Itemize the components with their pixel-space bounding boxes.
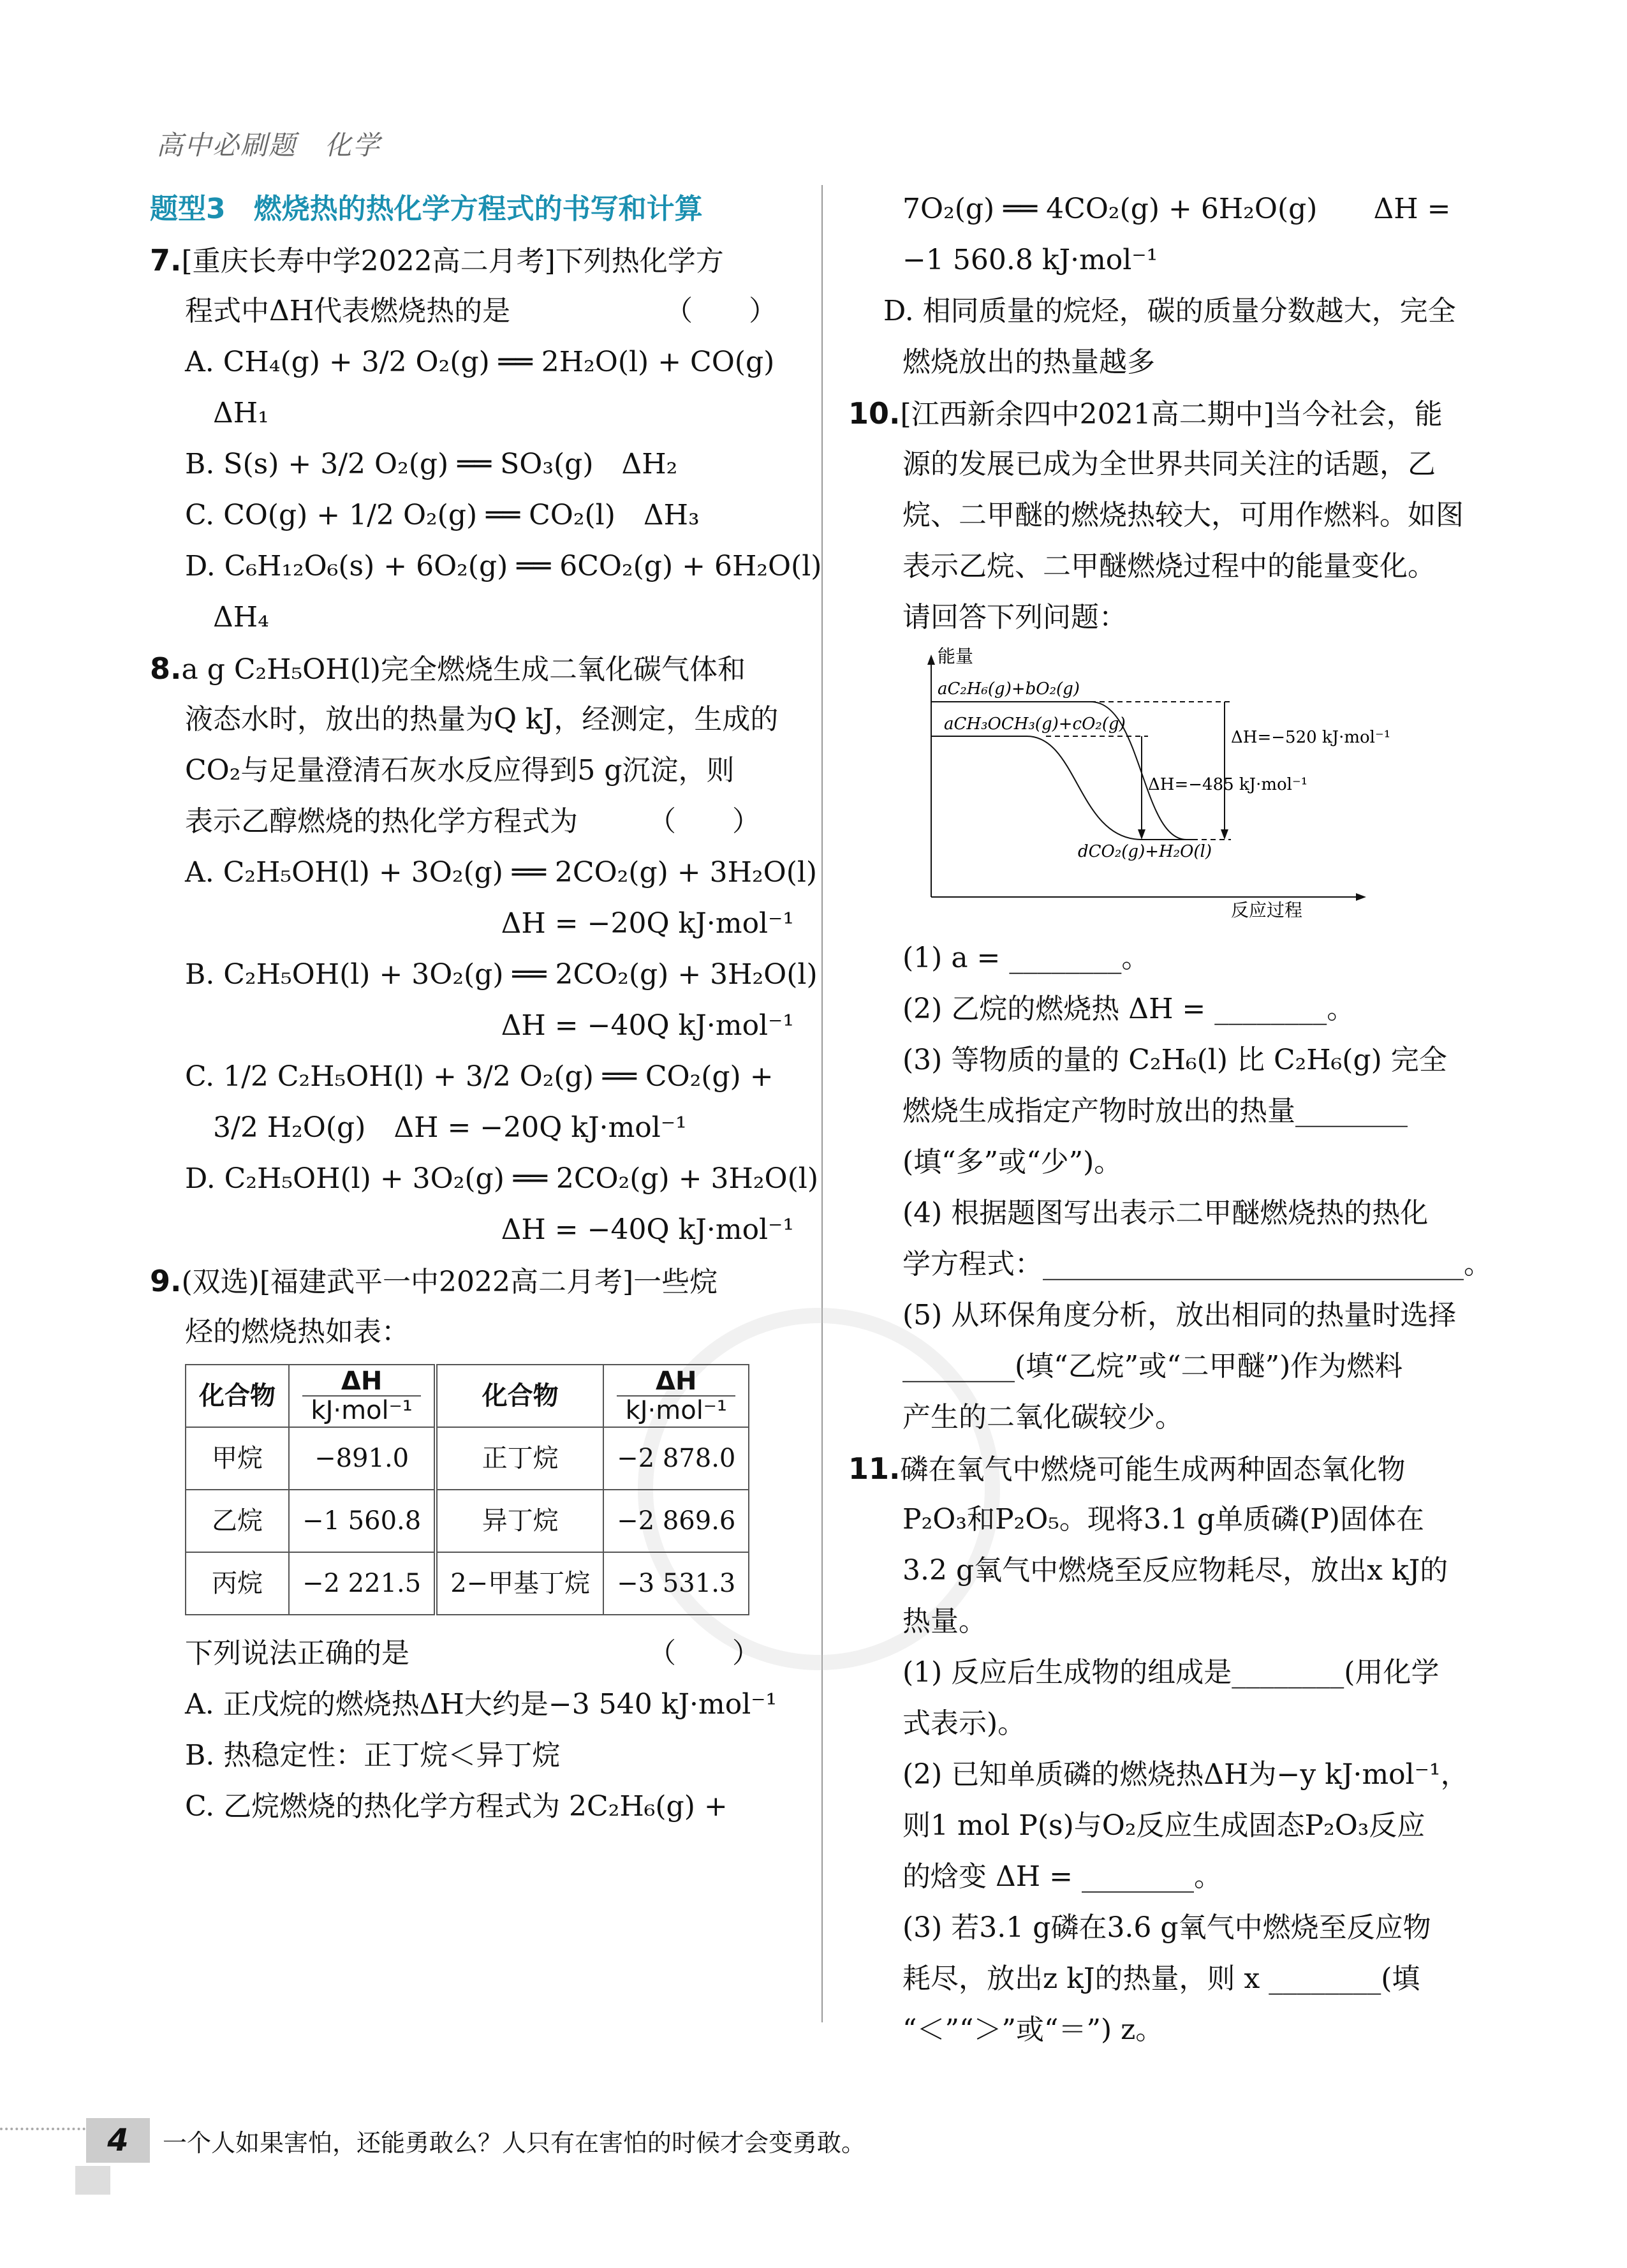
- text-line: [150, 439, 794, 490]
- energy-diagram: [912, 646, 1391, 921]
- line-text: B. S(s) + 3/2 O₂(g) ══ SO₃(g) ΔH₂: [185, 448, 678, 480]
- line-text: D. C₂H₅OH(l) + 3O₂(g) ══ 2CO₂(g) + 3H₂O(l): [185, 1162, 819, 1195]
- text-line: [150, 949, 818, 1000]
- text-line: [848, 1647, 1486, 1698]
- line-text: (3) 等物质的量的 C₂H₆(l) 比 C₂H₆(g) 完全: [902, 1044, 1447, 1076]
- text-line: [150, 1628, 794, 1679]
- line-text: B. 热稳定性：正丁烷＜异丁烷: [185, 1739, 561, 1772]
- line-text: (1) 反应后生成物的组成是________(用化学: [902, 1656, 1439, 1689]
- page-number: 4: [86, 2118, 150, 2163]
- line-text: [重庆长寿中学2022高二月考]下列热化学方: [181, 245, 724, 278]
- header-dh-2: [603, 1365, 749, 1427]
- text-line: [150, 1781, 794, 1832]
- text-line: [848, 1239, 1492, 1290]
- section-title: 题型3 燃烧热的热化学方程式的书写和计算: [150, 193, 703, 225]
- text-line: [150, 1153, 819, 1204]
- text-line: [150, 898, 794, 949]
- question-number: 8.: [150, 651, 182, 686]
- text-line: [848, 1086, 1486, 1137]
- line-text: C. 乙烷燃烧的热化学方程式为 2C₂H₆(g) +: [185, 1790, 728, 1823]
- text-line: [848, 439, 1486, 490]
- right-column: [848, 184, 1492, 2056]
- text-line: [150, 1307, 794, 1358]
- text-line: [150, 388, 794, 439]
- line-text: 程式中ΔH代表燃烧热的是 （ ）: [185, 295, 777, 327]
- table-cell: 2−甲基丁烷: [436, 1552, 603, 1615]
- text-line: [848, 337, 1486, 388]
- header-dh-bottom: kJ·mol⁻¹: [311, 1396, 413, 1425]
- line-text: 的焓变 ΔH = ________。: [902, 1860, 1222, 1893]
- text-line: [848, 1290, 1486, 1341]
- text-line: [848, 1137, 1486, 1188]
- text-line: [150, 235, 794, 286]
- level-bottom-label: dCO₂(g)+H₂O(l): [1078, 842, 1212, 861]
- text-line: [150, 796, 794, 847]
- line-text: ΔH = −20Q kJ·mol⁻¹: [501, 907, 794, 940]
- line-text: 学方程式：______________________________。: [902, 1248, 1492, 1280]
- text-line: [848, 1596, 1486, 1647]
- text-line: [848, 1545, 1486, 1596]
- text-line: [848, 184, 1486, 235]
- header-compound-2: 化合物: [436, 1365, 603, 1427]
- text-line: [848, 1800, 1486, 1851]
- text-line: [150, 1256, 794, 1307]
- text-line: [150, 1102, 794, 1153]
- line-text: A. 正戊烷的燃烧热ΔH大约是−3 540 kJ·mol⁻¹: [185, 1688, 777, 1721]
- text-line: [150, 592, 794, 643]
- level-top-label: aC₂H₆(g)+bO₂(g): [938, 679, 1080, 699]
- line-text: CO₂与足量澄清石灰水反应得到5 g沉淀，则: [185, 754, 735, 787]
- table-cell: 正丁烷: [436, 1427, 603, 1490]
- line-text: 源的发展已成为全世界共同关注的话题，乙: [902, 448, 1436, 480]
- line-text: C. CO(g) + 1/2 O₂(g) ══ CO₂(l) ΔH₃: [185, 499, 700, 531]
- table-cell: 乙烷: [186, 1490, 289, 1552]
- text-line: [848, 286, 1486, 337]
- text-line: [848, 592, 1486, 643]
- table-cell: −2 221.5: [289, 1552, 436, 1615]
- table-cell: 丙烷: [186, 1552, 289, 1615]
- table-cell: −3 531.3: [603, 1552, 749, 1615]
- line-text: C. 1/2 C₂H₅OH(l) + 3/2 O₂(g) ══ CO₂(g) +: [185, 1060, 774, 1093]
- table-cell: −891.0: [289, 1427, 436, 1490]
- table-row: [186, 1490, 749, 1552]
- line-text: ________(填“乙烷”或“二甲醚”)作为燃料: [902, 1350, 1403, 1382]
- text-line: [848, 984, 1486, 1035]
- dh2-label: ΔH=−485 kJ·mol⁻¹: [1148, 775, 1308, 794]
- text-line: [848, 1341, 1486, 1392]
- text-line: [150, 541, 822, 592]
- text-line: [848, 541, 1486, 592]
- line-text: 3/2 H₂O(g) ΔH = −20Q kJ·mol⁻¹: [185, 1111, 687, 1144]
- table-row: [186, 1427, 749, 1490]
- header-dh-top: ΔH: [302, 1367, 421, 1397]
- page-number-decor: [75, 2166, 110, 2195]
- line-text: (5) 从环保角度分析，放出相同的热量时选择: [902, 1299, 1457, 1331]
- text-line: [848, 1851, 1486, 1902]
- line-text: a g C₂H₅OH(l)完全燃烧生成二氧化碳气体和: [181, 653, 746, 686]
- dh2-arrowhead: [1138, 829, 1145, 840]
- text-line: [848, 490, 1486, 541]
- question-number: 9.: [150, 1264, 182, 1298]
- text-line: [848, 1188, 1486, 1239]
- footer-dots: [0, 2128, 96, 2130]
- line-text: (1) a = ________。: [902, 942, 1150, 974]
- line-text: (2) 已知单质磷的燃烧热ΔH为−y kJ·mol⁻¹，: [902, 1758, 1469, 1791]
- line-text: (3) 若3.1 g磷在3.6 g氧气中燃烧至反应物: [902, 1911, 1431, 1944]
- text-line: [150, 1204, 794, 1256]
- text-line: [150, 1051, 794, 1102]
- table-cell: 甲烷: [186, 1427, 289, 1490]
- line-text: A. C₂H₅OH(l) + 3O₂(g) ══ 2CO₂(g) + 3H₂O(l): [185, 856, 818, 889]
- text-line: [848, 1392, 1486, 1443]
- text-line: [150, 337, 794, 388]
- line-text: [江西新余四中2021高二期中]当今社会，能: [900, 398, 1443, 431]
- text-line: [848, 1035, 1486, 1086]
- right-question-lines: [848, 184, 1486, 643]
- line-text: 7O₂(g) ══ 4CO₂(g) + 6H₂O(g) ΔH =: [902, 193, 1451, 225]
- table-cell: −1 560.8: [289, 1490, 436, 1552]
- line-text: 3.2 g氧气中燃烧至反应物耗尽，放出x kJ的: [902, 1554, 1448, 1587]
- running-header: 高中必刷题 化学: [156, 130, 381, 161]
- text-line: [150, 1000, 794, 1051]
- line-text: B. C₂H₅OH(l) + 3O₂(g) ══ 2CO₂(g) + 3H₂O(l): [185, 958, 818, 991]
- header-dh-bottom-2: kJ·mol⁻¹: [625, 1396, 727, 1425]
- line-text: 耗尽，放出z kJ的热量，则 x ________(填: [902, 1962, 1420, 1995]
- dh1-arrowhead: [1221, 829, 1228, 840]
- text-line: [848, 1953, 1486, 2005]
- text-line: [848, 1749, 1486, 1800]
- table-cell: 异丁烷: [436, 1490, 603, 1552]
- text-line: [150, 1679, 794, 1730]
- left-question-lines-after: [150, 1628, 794, 1832]
- table-header-row: [186, 1365, 749, 1427]
- text-line: [848, 1443, 1486, 1494]
- text-line: [150, 1730, 794, 1781]
- question-number: 11.: [848, 1451, 901, 1486]
- y-axis-arrow: [927, 655, 935, 665]
- line-text: 表示乙醇燃烧的热化学方程式为 （ ）: [185, 805, 760, 838]
- header-dh: [289, 1365, 436, 1427]
- level-mid-label: aCH₃OCH₃(g)+cO₂(g): [944, 715, 1126, 734]
- table-cell: −2 869.6: [603, 1490, 749, 1552]
- text-line: [848, 235, 1486, 286]
- line-text: A. CH₄(g) + 3/2 O₂(g) ══ 2H₂O(l) + CO(g): [185, 346, 775, 378]
- question-number: 7.: [150, 243, 182, 278]
- text-line: [848, 933, 1486, 984]
- line-text: 热量。: [902, 1605, 987, 1638]
- line-text: 下列说法正确的是 （ ）: [185, 1637, 760, 1670]
- line-text: 则1 mol P(s)与O₂反应生成固态P₂O₃反应: [902, 1809, 1425, 1842]
- line-text: D. C₆H₁₂O₆(s) + 6O₂(g) ══ 6CO₂(g) + 6H₂O(l): [185, 550, 822, 582]
- line-text: 烃的燃烧热如表：: [185, 1316, 409, 1348]
- question-number: 10.: [848, 396, 901, 431]
- y-axis-label: 能量: [938, 646, 974, 667]
- text-line: [848, 388, 1486, 439]
- line-text: (双选)[福建武平一中2022高二月考]一些烷: [181, 1266, 718, 1298]
- x-axis-arrow: [1356, 893, 1366, 901]
- header-compound: 化合物: [186, 1365, 289, 1427]
- line-text: 产生的二氧化碳较少。: [902, 1401, 1183, 1434]
- dh1-label: ΔH=−520 kJ·mol⁻¹: [1231, 728, 1391, 747]
- text-line: [150, 490, 794, 541]
- line-text: 烷、二甲醚的燃烧热较大，可用作燃料。如图: [902, 499, 1464, 531]
- header-dh-top-2: ΔH: [617, 1367, 735, 1397]
- combustion-heat-table: [185, 1364, 749, 1615]
- line-text: D. 相同质量的烷烃，碳的质量分数越大，完全: [883, 295, 1456, 327]
- text-line: [150, 847, 818, 898]
- text-line: [848, 1902, 1486, 1953]
- line-text: 磷在氧气中燃烧可能生成两种固态氧化物: [900, 1453, 1406, 1486]
- line-text: (2) 乙烷的燃烧热 ΔH = ________。: [902, 993, 1355, 1025]
- line-text: ΔH = −40Q kJ·mol⁻¹: [501, 1009, 794, 1042]
- left-column: [150, 184, 822, 1832]
- text-line: [848, 1494, 1486, 1545]
- table-row: [186, 1552, 749, 1615]
- line-text: P₂O₃和P₂O₅。现将3.1 g单质磷(P)固体在: [902, 1503, 1424, 1536]
- text-line: [150, 286, 794, 337]
- line-text: (4) 根据题图写出表示二甲醚燃烧热的热化: [902, 1197, 1429, 1229]
- line-text: 请回答下列问题：: [902, 601, 1127, 634]
- line-text: (填“多”或“少”)。: [902, 1146, 1123, 1178]
- text-line: [848, 1698, 1486, 1749]
- right-question-lines-after: [848, 933, 1492, 2056]
- line-text: ΔH = −40Q kJ·mol⁻¹: [501, 1213, 794, 1246]
- text-line: [150, 643, 794, 694]
- line-text: 液态水时，放出的热量为Q kJ，经测定，生成的: [185, 703, 779, 736]
- line-text: “＜”“＞”或“＝”) z。: [902, 2013, 1164, 2046]
- text-line: [848, 2005, 1486, 2056]
- table-cell: −2 878.0: [603, 1427, 749, 1490]
- text-line: [150, 745, 794, 796]
- line-text: −1 560.8 kJ·mol⁻¹: [902, 244, 1158, 276]
- column-divider: [821, 185, 823, 2022]
- line-text: ΔH₄: [185, 601, 269, 634]
- line-text: 表示乙烷、二甲醚燃烧过程中的能量变化。: [902, 550, 1436, 582]
- text-line: [150, 694, 794, 745]
- footer-motto: 一个人如果害怕，还能勇敢么？人只有在害怕的时候才会变勇敢。: [163, 2129, 866, 2157]
- left-question-lines: [150, 235, 822, 1358]
- line-text: 燃烧放出的热量越多: [902, 346, 1155, 378]
- x-axis-label: 反应过程: [1231, 900, 1303, 921]
- line-text: 燃烧生成指定产物时放出的热量________: [902, 1095, 1408, 1127]
- line-text: ΔH₁: [185, 397, 269, 429]
- line-text: 式表示)。: [902, 1707, 1026, 1740]
